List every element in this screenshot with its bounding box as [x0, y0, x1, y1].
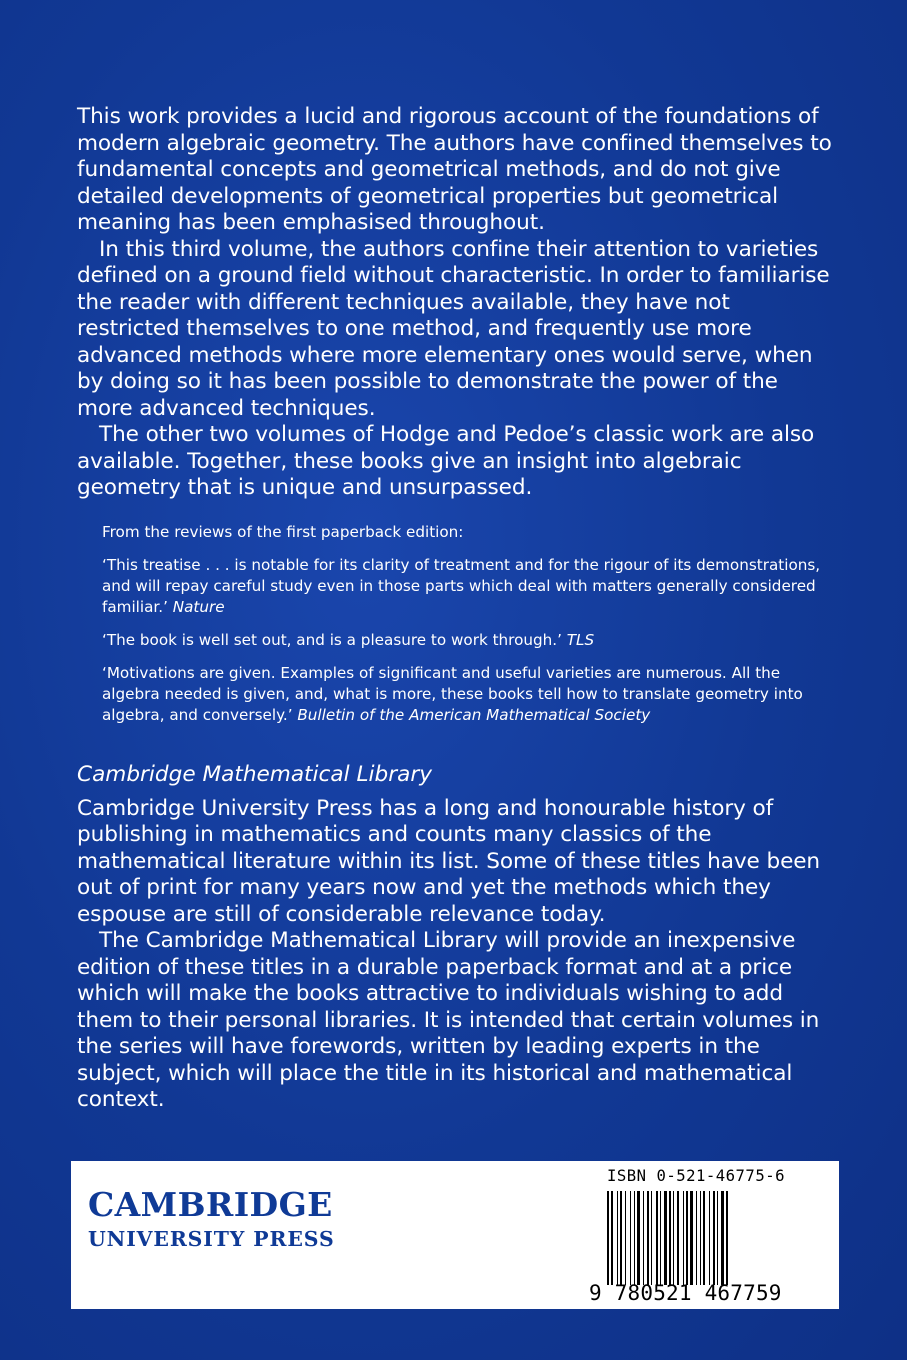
review-source: TLS — [566, 630, 595, 649]
blurb — [77, 104, 837, 1114]
barcode-bar — [634, 1191, 635, 1285]
barcode-bar — [713, 1191, 715, 1285]
barcode-bar — [696, 1191, 697, 1285]
review-text: ‘The book is well set out, and is a pleasure to work through.’ — [102, 630, 562, 649]
barcode-bar — [709, 1191, 710, 1285]
footer-panel — [71, 1161, 839, 1309]
barcode-bar — [625, 1191, 626, 1285]
isbn-label: ISBN 0-521-46775-6 — [607, 1167, 785, 1185]
publisher-subtitle: UNIVERSITY PRESS — [88, 1227, 335, 1251]
review-source: Nature — [172, 597, 225, 616]
barcode-bar — [664, 1191, 667, 1285]
blurb-paragraph-3: The other two volumes of Hodge and Pedoe’s classic work are also available. Together, these books give an insight into algebraic geometry that is unique and unsurpassed. — [77, 422, 815, 500]
review-source: Bulletin of the American Mathematical Society — [297, 705, 651, 724]
reviews — [77, 522, 822, 726]
publisher-name: CAMBRIDGE — [88, 1185, 333, 1224]
barcode-bar — [717, 1191, 718, 1285]
reviews-intro: From the reviews of the first paperback edition: — [102, 522, 464, 541]
barcode-bar — [611, 1191, 613, 1285]
barcode-bar — [660, 1191, 661, 1285]
barcode-bar — [669, 1191, 671, 1285]
series-title: Cambridge Mathematical Library — [77, 761, 432, 787]
barcode-bar — [686, 1191, 688, 1285]
barcode-bar — [620, 1191, 622, 1285]
barcode-bar — [607, 1191, 609, 1285]
review-quote — [102, 663, 822, 726]
barcode — [607, 1191, 835, 1285]
barcode-bar — [630, 1191, 631, 1285]
barcode-bar — [647, 1191, 649, 1285]
review-quote — [102, 555, 822, 618]
barcode-bar — [637, 1191, 640, 1285]
barcode-bar — [651, 1191, 652, 1285]
series-paragraph-1: Cambridge University Press has a long and honourable history of publishing in mathematics and counts many classics of the mathematical literature within its list. Some of these titles have been out of print for many years now and yet the methods which they espouse are still of considerable relevance today. — [77, 795, 821, 927]
blurb-paragraph-1: This work provides a lucid and rigorous account of the foundations of modern algebraic geometry. The authors have confined themselves to fundamental concepts and geometrical methods, and do not give detailed developments of geometrical properties but geometrical meaning has been emphasised throughout. — [77, 104, 832, 235]
barcode-bar — [690, 1191, 693, 1285]
barcode-bar — [656, 1191, 658, 1285]
review-text: ‘This treatise . . . is notable for its clarity of treatment and for the rigour of its demonstrations, and will repay careful study even in those parts which deal with matters generally considered familiar.’ — [102, 555, 821, 616]
barcode-bar — [643, 1191, 644, 1285]
barcode-bar — [683, 1191, 684, 1285]
barcode-bar — [677, 1191, 679, 1285]
ean-number: 9 780521 467759 — [589, 1281, 782, 1305]
series-paragraph-2: The Cambridge Mathematical Library will provide an inexpensive edition of these titles in a durable paperback format and at a price which will make the books attractive to individuals wishing to add them to their personal libraries. It is intended that certain volumes in the series will have forewords, written by leading experts in the subject, which will place the title in its historical and mathematical context. — [77, 928, 820, 1112]
review-text: ‘Motivations are given. Examples of significant and useful varieties are numerous. All the algebra needed is given, and, what is more, these books tell how to translate geometry into algebra, and conversely.’ — [102, 663, 803, 724]
barcode-bar — [703, 1191, 705, 1285]
barcode-bar — [726, 1191, 728, 1285]
barcode-bar — [700, 1191, 701, 1285]
barcode-bar — [673, 1191, 674, 1285]
publisher-logo — [88, 1187, 335, 1251]
barcode-bar — [721, 1191, 724, 1285]
review-quote — [102, 630, 822, 651]
barcode-bar — [617, 1191, 618, 1285]
blurb-paragraph-2: In this third volume, the authors confine their attention to varieties defined on a ground field without characteristic. In order to familiarise the reader with different techniques available, they have not restricted themselves to one method, and frequently use more advanced methods where more elementary ones would serve, when by doing so it has been possible to demonstrate the power of the more advanced techniques. — [77, 236, 830, 421]
